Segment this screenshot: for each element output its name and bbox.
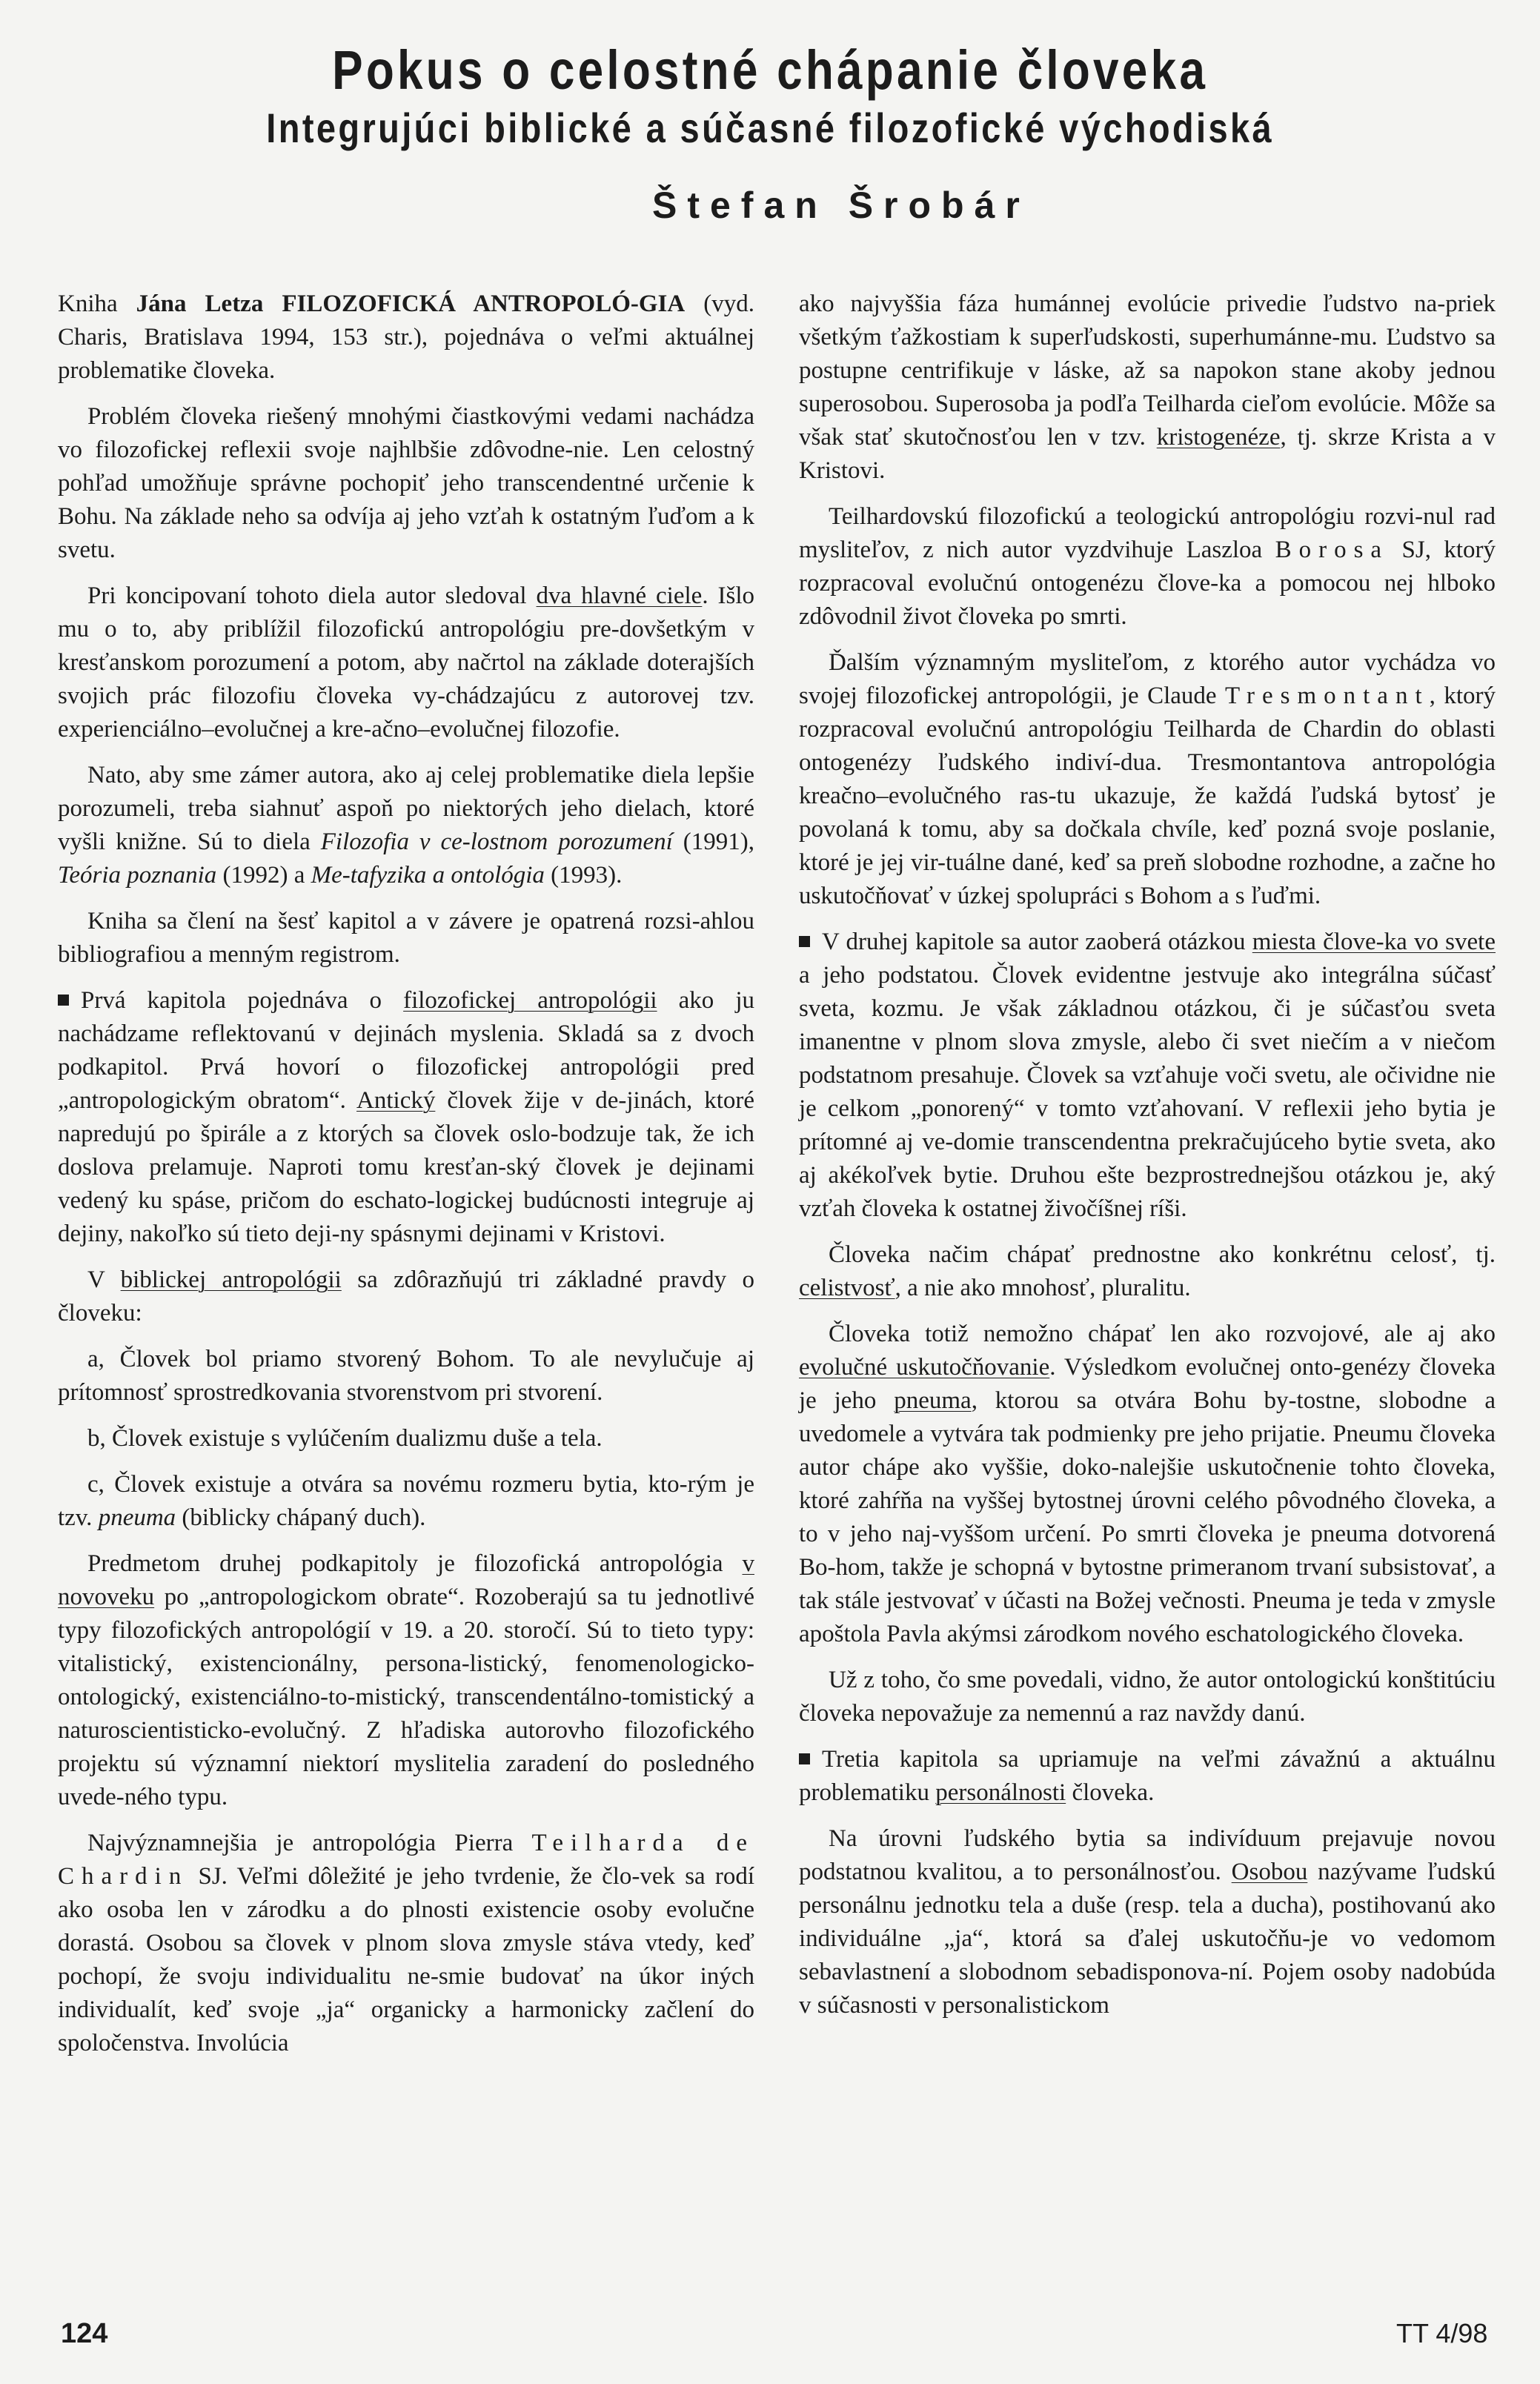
issue-label: TT 4/98	[1396, 2318, 1488, 2348]
paragraph: Ďalším významným mysliteľom, z ktorého autor vychádza vo svojej filozofickej antropológii, je Claude Tresmontant, ktorý rozpracoval evolučnú antropológiu Teilharda de Chardin do oblasti ontogenézy ľudského indiví-dua. Tresmontantova antropológia kreačno–evolučného ras-tu ukazuje, že každá ľudská bytosť je povolaná k tomu, aby sa dočkala chvíle, keď pozná svoje poslanie, ktoré je jej vir-tuálne dané, keď sa preň slobodne rozhodne, a začne ho uskutočňovať v úzkej spolupráci s Bohom a s ľuďmi.	[799, 649, 1496, 909]
paragraph: Kniha sa člení na šesť kapitol a v závere je opatrená rozsi-ahlou bibliografiou a menným registrom.	[58, 908, 754, 968]
paragraph: Už z toho, čo sme povedali, vidno, že autor ontologickú konštitúciu človeka nepovažuje za nemennú a raz navždy danú.	[799, 1667, 1496, 1727]
paragraph: ako najvyššia fáza humánnej evolúcie privedie ľudstvo na-priek všetkým ťažkostiam k superľudskosti, superhumánne-mu. Ľudstvo sa postupne centrifikuje v láske, až sa napokon stane akoby jednou superosobou. Superosoba ja podľa Teilharda cieľom evolúcie. Môže sa však stať skutočnosťou len v tzv. kristogenéze, tj. skrze Krista a v Kristovi.	[799, 290, 1496, 484]
list-item: a, Človek bol priamo stvorený Bohom. To ale nevylučuje aj prítomnosť sprostredkovania stvorenstvom pri stvorení.	[58, 1346, 754, 1406]
paragraph: Teilhardovskú filozofickú a teologickú antropológiu rozvi-nul rad mysliteľov, z nich autor vyzdvihuje Laszloa Borosa SJ, ktorý rozpracoval evolučnú ontogenézu člove-ka a pomocou nej hlboko zdôvodnil život človeka po smrti.	[799, 503, 1496, 630]
bullet-square-icon	[799, 1753, 810, 1764]
paragraph: Predmetom druhej podkapitoly je filozofická antropológia v novoveku po „antropologickom obrate“. Rozoberajú sa tu jednotlivé typy filozofických antropológií v 19. a 20. storočí. Sú to tieto typy: vitalistický, existencionálny, persona-listický, fenomenologicko-ontologický, existenciálno-to-mistický, transcendentálno-tomistický a naturoscientisticko-evolučný. Z hľadiska autorovho filozofického projektu sú významní niektorí myslitelia zaradení do posledného uvede-ného typu.	[58, 1550, 754, 1810]
list-item: c, Človek existuje a otvára sa novému rozmeru bytia, kto-rým je tzv. pneuma (biblicky chápaný duch).	[58, 1471, 754, 1531]
chapter-paragraph: Prvá kapitola pojednáva o filozofickej antropológii ako ju nachádzame reflektovanú v dejinách myslenia. Skladá sa z dvoch podkapitol. Prvá hovorí o filozofickej antropológii pred „antropologickým obratom“. Antický človek žije v de-jinách, ktoré napredujú po špirále a z ktorých sa človek oslo-bodzuje tak, že ich doslova prelamuje. Naproti tomu kresťan-ský človek je dejinami vedený ku spáse, pričom do eschato-logickej budúcnosti integruje aj dejiny, nakoľko sú tieto deji-ny spásnymi dejinami v Kristovi.	[58, 987, 754, 1247]
paragraph: Problém človeka riešený mnohými čiastkovými vedami nachádza vo filozofickej reflexii svoje najhlbšie zdôvodne-nie. Len celostný pohľad umožňuje správne pochopiť jeho transcendentné určenie k Bohu. Na základe neho sa odvíja aj jeho vzťah k ostatným ľuďom a k svetu.	[58, 403, 754, 563]
paragraph: Na úrovni ľudského bytia sa indivíduum prejavuje novou podstatnou kvalitou, a to personálnosťou. Osobou nazývame ľudskú personálnu jednotku tela a duše (resp. tela a ducha), postihovanú ako individuálne „ja“, ktorá sa ďalej uskutočňu-je vo vedomom sebavlastnení a slobodnom sebadisponova-ní. Pojem osoby nadobúda v súčasnosti v personalistickom	[799, 1825, 1496, 2019]
chapter-paragraph: V druhej kapitole sa autor zaoberá otázkou miesta člove-ka vo svete a jeho podstatou. Človek evidentne jestvuje ako integrálna súčasť sveta, kozmu. Je však základnou otázkou, či je súčasťou sveta imanentne v plnom slova zmysle, alebo či svet niečím a v niečom podstatnom presahuje. Človek sa vzťahuje voči svetu, ale očividne nie je celkom „ponorený“ v tomto vzťahovaní. V reflexii jeho bytia je prítomné aj ve-domie transcendentna prekračujúceho bytie sveta, ako aj akékoľvek bytie. Druhou ešte bezprostrednejšou otázkou je, aký vzťah človeka k ostatnej živočíšnej ríši.	[799, 929, 1496, 1222]
article-subtitle: Integrujúci biblické a súčasné filozofické východiská	[266, 104, 1275, 151]
paragraph: Najvýznamnejšia je antropológia Pierra Teilharda de Chardin SJ. Veľmi dôležité je jeho tvrdenie, že člo-vek sa rodí ako osoba len v zárodku a do plnosti existencie osoby evolučne dorastá. Osobou sa človek v plnom slova zmysle stáva vtedy, keď pochopí, že svoju individualitu ne-smie budovať na úkor iných individualít, keď svoje „ja“ organicky a harmonicky začlení do spoločenstva. Involúcia	[58, 1830, 754, 2056]
right-column	[799, 288, 1496, 2035]
paragraph: Človeka totiž nemožno chápať len ako rozvojové, ale aj ako evolučné uskutočňovanie. Výsledkom evolučnej onto-genézy človeka je jeho pneuma, ktorou sa otvára Bohu by-tostne, slobodne a uvedomele a vytvára tak podmienky pre jeho prijatie. Pneumu človeka autor chápe ako vyššie, doko-nalejšie uskutočnenie tohto človeka, ktoré zahŕňa na vyššej bytostnej úrovni celého pôvodného človeka, a to v jeho naj-vyššom určení. Po smrti človeka je pneuma dotvorená Bo-hom, takže je schopná v bytostne primeranom trvaní subsistovať, a tak stále jestvovať v účasti na Božej večnosti. Pneuma je teda v zmysle apoštola Pavla akýmsi zárodkom nového eschatologického človeka.	[799, 1321, 1496, 1647]
paragraph: Kniha Jána Letza FILOZOFICKÁ ANTROPOLÓ-GIA (vyd. Charis, Bratislava 1994, 153 str.), pojednáva o veľmi aktuálnej problematike človeka.	[58, 290, 755, 384]
paragraph: Nato, aby sme zámer autora, ako aj celej problematike diela lepšie porozumeli, treba siahnuť aspoň po niektorých jeho dielach, ktoré vyšli knižne. Sú to diela Filozofia v ce-lostnom porozumení (1991), Teória poznania (1992) a Me-tafyzika a ontológia (1993).	[58, 762, 754, 889]
page-number: 124	[61, 2318, 108, 2349]
bullet-square-icon	[799, 936, 810, 947]
paragraph: Človeka načim chápať prednostne ako konkrétnu celosť, tj. celistvosť, a nie ako mnohosť, pluralitu.	[799, 1241, 1496, 1301]
list-item: b, Človek existuje s vylúčením dualizmu duše a tela.	[87, 1425, 603, 1452]
article-title: Pokus o celostné chápanie človeka	[332, 39, 1209, 101]
bullet-square-icon	[58, 995, 69, 1006]
paragraph: Pri koncipovaní tohoto diela autor sledoval dva hlavné ciele. Išlo mu o to, aby priblížil filozofickú antropológiu pre-dovšetkým v kresťanskom porozumení a potom, aby načrtol na základe doterajších svojich prác filozofiu človeka vy-chádzajúcu z autorovej tzv. experienciálno–evolučnej a kre-ačno–evolučnej filozofie.	[58, 582, 755, 743]
paragraph: V biblickej antropológii sa zdôrazňujú tri základné pravdy o človeku:	[58, 1266, 755, 1327]
left-column	[58, 288, 754, 2073]
article-author: Štefan Šrobár	[652, 185, 1030, 226]
chapter-paragraph: Tretia kapitola sa upriamuje na veľmi závažnú a aktuálnu problematiku personálnosti človeka.	[799, 1746, 1496, 1806]
